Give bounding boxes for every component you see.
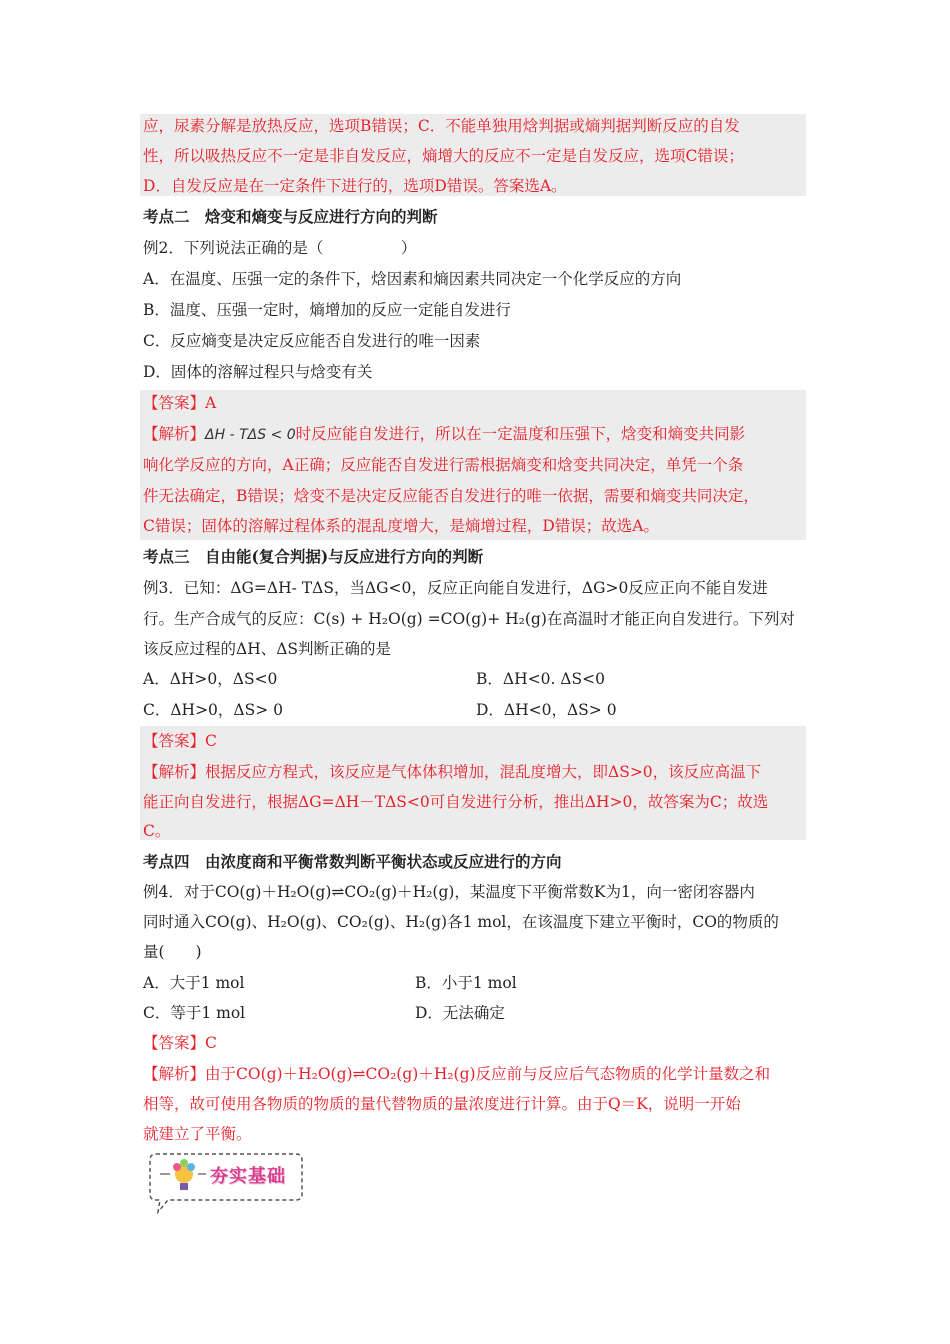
analysis-line: 能正向自发进行，根据ΔG=ΔH－TΔS<0可自发进行分析，推出ΔH>0，故答案为C；故选 <box>143 793 769 811</box>
analysis-line: 【解析】由于CO(g)＋H₂O(g)⇌CO₂(g)＋H₂(g)反应前与反应后气态物质的化学计量数之和 <box>143 1065 771 1083</box>
analysis-line: 应，尿素分解是放热反应，选项B错误；C．不能单独用焓判据或熵判据判断反应的自发 <box>143 117 740 135</box>
question-text: 例3．已知：ΔG=ΔH- TΔS，当ΔG<0，反应正向能自发进行，ΔG>0反应正向不能自发进 <box>143 579 768 597</box>
option-c: C．等于1 mol <box>143 1004 246 1022</box>
question-text: 例4．对于CO(g)＋H₂O(g)⇌CO₂(g)＋H₂(g)，某温度下平衡常数K为1，向一密闭容器内 <box>143 883 755 901</box>
analysis-line: 相等，故可使用各物质的物质的量代替物质的量浓度进行计算。由于Q＝K，说明一开始 <box>143 1095 741 1113</box>
analysis-line: D．自发反应是在一定条件下进行的，选项D错误。答案选A。 <box>143 177 567 195</box>
option-d: D．无法确定 <box>415 1004 505 1022</box>
question-text: 行。生产合成气的反应：C(s) + H₂O(g) =CO(g)+ H₂(g)在高温时才能正向自发进行。下列对 <box>143 610 795 628</box>
option-a: A．ΔH>0，ΔS<0 <box>143 670 278 688</box>
answer-label: 【答案】C <box>143 732 217 750</box>
section-badge-label: 夯实基础 <box>210 1166 286 1187</box>
question-text: 同时通入CO(g)、H₂O(g)、CO₂(g)、H₂(g)各1 mol，在该温度下建立平衡时，CO的物质的 <box>143 913 779 931</box>
option-d: D．固体的溶解过程只与焓变有关 <box>143 363 373 381</box>
analysis-text: 时反应能自发进行，所以在一定温度和压强下，焓变和熵变共同影 <box>295 425 746 443</box>
analysis-line: 【解析】根据反应方程式，该反应是气体体积增加，混乱度增大，即ΔS>0，该反应高温下 <box>143 763 762 781</box>
analysis-line: C错误；固体的溶解过程体系的混乱度增大，是熵增过程，D错误；故选A。 <box>143 517 659 535</box>
question-text: 量( ) <box>143 943 202 961</box>
option-a: A．在温度、压强一定的条件下，焓因素和熵因素共同决定一个化学反应的方向 <box>143 270 682 288</box>
section-heading-kd4: 考点四 由浓度商和平衡常数判断平衡状态或反应进行的方向 <box>143 852 562 871</box>
analysis-line: C。 <box>143 822 171 840</box>
section-heading-kd2: 考点二 焓变和熵变与反应进行方向的判断 <box>143 207 438 226</box>
analysis-line: 性，所以吸热反应不一定是非自发反应，熵增大的反应不一定是自发反应，选项C错误； <box>143 147 744 165</box>
option-b: B．ΔH<0. ΔS<0 <box>476 670 605 688</box>
analysis-label: 【解析】 <box>143 425 206 443</box>
option-b: B．温度、压强一定时，熵增加的反应一定能自发进行 <box>143 301 511 319</box>
question-text: 例2．下列说法正确的是（ ） <box>143 239 417 257</box>
analysis-line: 响化学反应的方向，A正确；反应能否自发进行需根据熵变和焓变共同决定，单凭一个条 <box>143 456 744 474</box>
option-a: A．大于1 mol <box>143 974 245 992</box>
option-d: D．ΔH<0，ΔS> 0 <box>476 701 617 719</box>
question-text: 该反应过程的ΔH、ΔS判断正确的是 <box>143 640 392 658</box>
formula: ΔH - TΔS < 0 <box>205 427 296 443</box>
option-b: B．小于1 mol <box>415 974 517 992</box>
analysis-line <box>143 419 745 450</box>
answer-label: 【答案】C <box>143 1034 217 1052</box>
option-c: C．ΔH>0，ΔS> 0 <box>143 701 284 719</box>
analysis-line: 件无法确定，B错误；焓变不是决定反应能否自发进行的唯一依据，需要和熵变共同决定， <box>143 487 759 505</box>
section-badge <box>146 1150 306 1214</box>
answer-label: 【答案】A <box>143 394 217 412</box>
section-heading-kd3: 考点三 自由能(复合判据)与反应进行方向的判断 <box>143 547 484 566</box>
analysis-line: 就建立了平衡。 <box>143 1125 252 1143</box>
option-c: C．反应熵变是决定反应能否自发进行的唯一因素 <box>143 332 481 350</box>
